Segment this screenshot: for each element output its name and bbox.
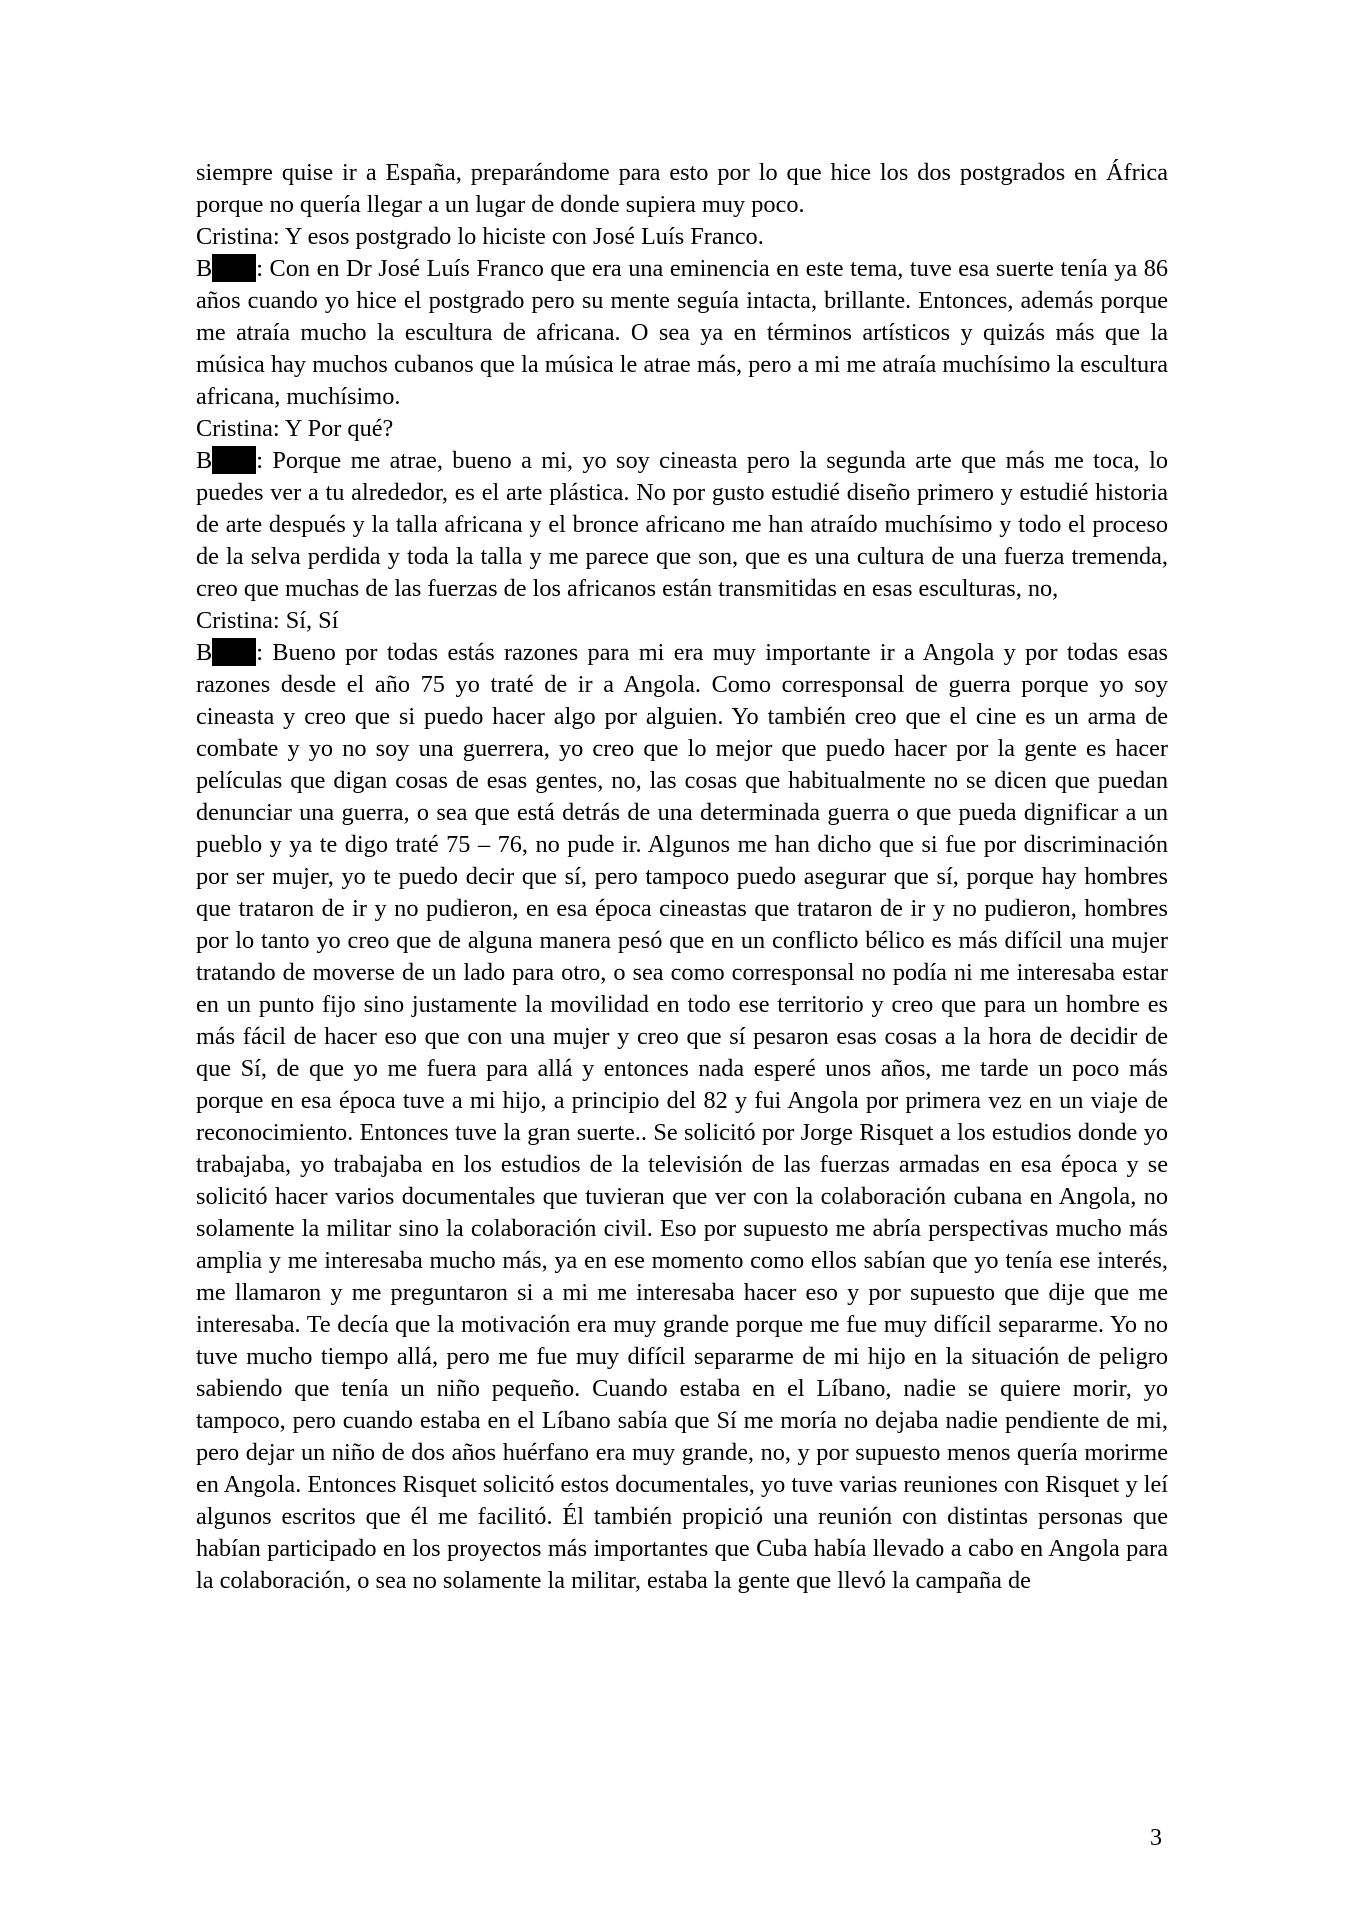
speaker-label: B (196, 447, 213, 474)
speaker-label: Cristina: (196, 607, 280, 634)
paragraph-text: siempre quise ir a España, preparándome para esto por lo que hice los dos postgrados en África porque no quería llegar a un lugar de donde supiera muy poco. (196, 159, 1168, 218)
paragraph-text: : Con en Dr José Luís Franco que era una eminencia en este tema, tuve esa suerte tenía ya 86 años cuando yo hice el postgrado pero su mente seguía intacta, brillante. Entonces, además porque me atraía mucho la escultura de africana. O sea ya en términos artísticos y quizás más que la música hay muchos cubanos que la música le atrae más, pero a mi me atraía muchísimo la escultura africana, muchísimo. (196, 255, 1168, 410)
transcript-body (196, 157, 1168, 1597)
speaker-label: Cristina: (196, 223, 280, 250)
paragraph-text: : Bueno por todas estás razones para mi era muy importante ir a Angola y por todas esas razones desde el año 75 yo traté de ir a Angola. Como corresponsal de guerra porque yo soy cineasta y creo que si puedo hacer algo por alguien. Yo también creo que el cine es un arma de combate y yo no soy una guerrera, yo creo que lo mejor que puedo hacer por la gente es hacer películas que digan cosas de esas gentes, no, las cosas que habitualmente no se dicen que puedan denunciar una guerra, o sea que está detrás de una determinada guerra o que pueda dignificar a un pueblo y ya te digo traté 75 – 76, no pude ir. Algunos me han dicho que si fue por discriminación por ser mujer, yo te puedo decir que sí, pero tampoco puedo asegurar que sí, porque hay hombres que trataron de ir y no pudieron, en esa época cineastas que trataron de ir y no pudieron, hombres por lo tanto yo creo que de alguna manera pesó que en un conflicto bélico es más difícil una mujer tratando de moverse de un lado para otro, o sea como corresponsal no podía ni me interesaba estar en un punto fijo sino justamente la movilidad en todo ese territorio y creo que para un hombre es más fácil de hacer eso que con una mujer y creo que sí pesaron esas cosas a la hora de decidir de que Sí, de que yo me fuera para allá y entonces nada esperé unos años, me tarde un poco más porque en esa época tuve a mi hijo, a principio del 82 y fui Angola por primera vez en un viaje de reconocimiento. Entonces tuve la gran suerte.. Se solicitó por Jorge Risquet a los estudios donde yo trabajaba, yo trabajaba en los estudios de la televisión de las fuerzas armadas en esa época y se solicitó hacer varios documentales que tuvieran que ver con la colaboración cubana en Angola, no solamente la militar sino la colaboración civil. Eso por supuesto me abría perspectivas mucho más amplia y me interesaba mucho más, ya en ese momento como ellos sabían que yo tenía ese interés, me llamaron y me preguntaron si a mi me interesaba hacer eso y por supuesto que dije que me interesaba. Te decía que la motivación era muy grande porque me fue muy difícil separarme. Yo no tuve mucho tiempo allá, pero me fue muy difícil separarme de mi hijo en la situación de peligro sabiendo que tenía un niño pequeño. Cuando estaba en el Líbano, nadie se quiere morir, yo tampoco, pero cuando estaba en el Líbano sabía que Sí me moría no dejaba nadie pendiente de mi, pero dejar un niño de dos años huérfano era muy grande, no, y por supuesto menos quería morirme en Angola. Entonces Risquet solicitó estos documentales, yo tuve varias reuniones con Risquet y leí algunos escritos que él me facilitó. Él también propició una reunión con distintas personas que habían participado en los proyectos más importantes que Cuba había llevado a cabo en Angola para la colaboración, o sea no solamente la militar, estaba la gente que llevó la campaña de (196, 639, 1168, 1594)
redaction-box (212, 638, 256, 666)
paragraph-1 (196, 157, 1168, 221)
paragraph-2 (196, 221, 1168, 253)
speaker-label: Cristina: (196, 415, 280, 442)
paragraph-3 (196, 253, 1168, 413)
paragraph-text: : Porque me atrae, bueno a mi, yo soy cineasta pero la segunda arte que más me toca, lo puedes ver a tu alrededor, es el arte plástica. No por gusto estudié diseño primero y estudié historia de arte después y la talla africana y el bronce africano me han atraído muchísimo y todo el proceso de la selva perdida y toda la talla y me parece que son, que es una cultura de una fuerza tremenda, creo que muchas de las fuerzas de los africanos están transmitidas en esas esculturas, no, (196, 447, 1168, 602)
paragraph-4 (196, 413, 1168, 445)
paragraph-text: Sí, Sí (285, 607, 339, 634)
redaction-box (212, 254, 256, 282)
redaction-box (212, 446, 256, 474)
paragraph-text: Y Por qué? (284, 415, 394, 442)
paragraph-7 (196, 637, 1168, 1597)
paragraph-text: Y esos postgrado lo hiciste con José Luís Franco. (284, 223, 764, 250)
paragraph-6 (196, 605, 1168, 637)
page-number: 3 (1150, 1825, 1162, 1851)
speaker-label: B (196, 639, 213, 666)
paragraph-5 (196, 445, 1168, 605)
speaker-label: B (196, 255, 213, 282)
